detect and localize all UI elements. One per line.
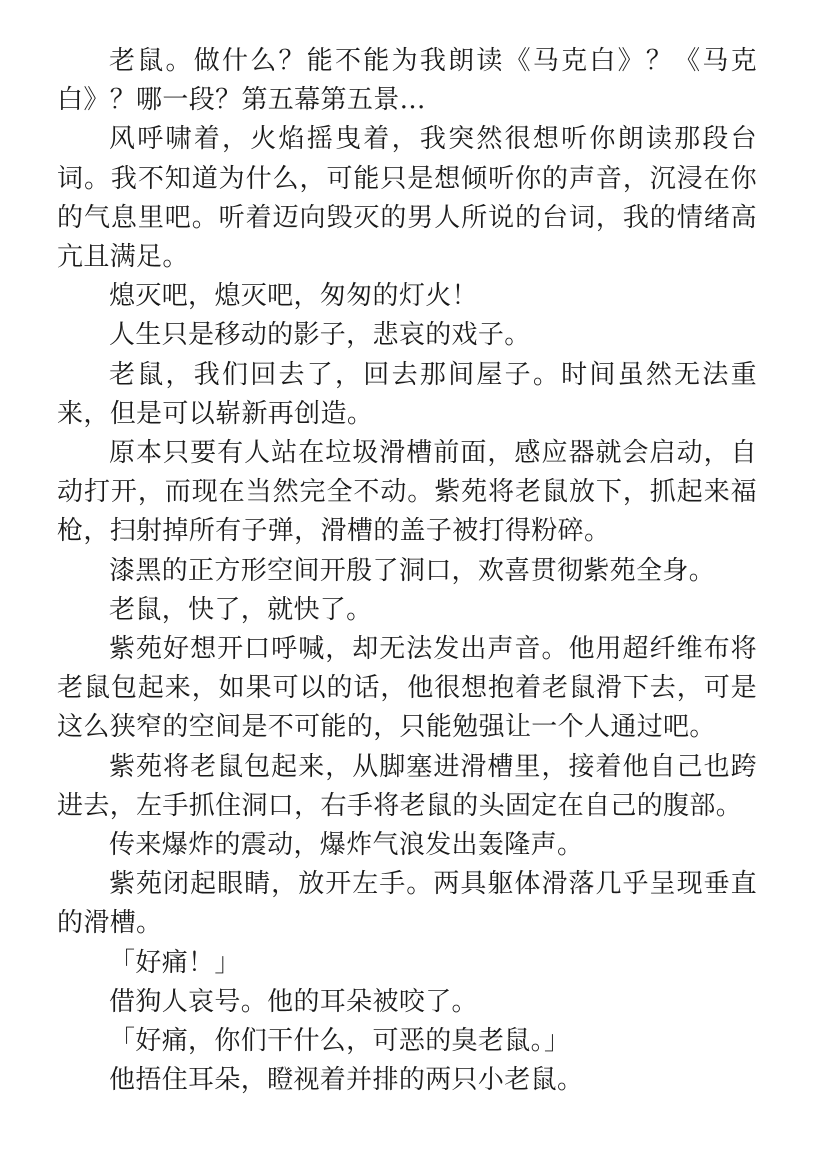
paragraph: 紫苑好想开口呼喊，却无法发出声音。他用超纤维布将老鼠包起来，如果可以的话，他很想抱着老鼠滑下去，可是这么狭窄的空间是不可能的，只能勉强让一个人通过吧。 (57, 634, 757, 743)
paragraph: 风呼啸着，火焰摇曳着，我突然很想听你朗读那段台词。我不知道为什么，可能只是想倾听你的声音，沉浸在你的气息里吧。听着迈向毁灭的男人所说的台词，我的情绪高亢且满足。 (57, 124, 757, 273)
document-page (57, 42, 757, 1100)
paragraph: 老鼠，快了，就快了。 (109, 594, 373, 625)
paragraph: 老鼠，我们回去了，回去那间屋子。时间虽然无法重来，但是可以崭新再创造。 (57, 359, 757, 429)
dialogue-line: 「好痛！」 (109, 947, 241, 978)
paragraph: 传来爆炸的震动，爆炸气浪发出轰隆声。 (109, 830, 584, 861)
paragraph: 漆黑的正方形空间开殷了洞口，欢喜贯彻紫苑全身。 (109, 555, 716, 586)
paragraph: 熄灭吧，熄灭吧，匆匆的灯火！ (109, 281, 478, 312)
dialogue-line: 「好痛，你们干什么，可恶的臭老鼠。」 (109, 1026, 571, 1057)
paragraph: 紫苑闭起眼睛，放开左手。两具躯体滑落几乎呈现垂直的滑槽。 (57, 869, 757, 939)
paragraph: 原本只要有人站在垃圾滑槽前面，感应器就会启动，自动打开，而现在当然完全不动。紫苑将老鼠放下，抓起来福枪，扫射掉所有子弹，滑槽的盖子被打得粉碎。 (57, 438, 757, 547)
paragraph: 借狗人哀号。他的耳朵被咬了。 (109, 986, 478, 1017)
paragraph: 紫苑将老鼠包起来，从脚塞进滑槽里，接着他自己也跨进去，左手抓住洞口，右手将老鼠的头固定在自己的腹部。 (57, 751, 757, 821)
paragraph: 人生只是移动的影子，悲哀的戏子。 (109, 320, 531, 351)
paragraph: 老鼠。做什么？能不能为我朗读《马克白》？《马克白》？哪一段？第五幕第五景… (57, 46, 757, 116)
paragraph: 他捂住耳朵，瞪视着并排的两只小老鼠。 (109, 1065, 584, 1096)
